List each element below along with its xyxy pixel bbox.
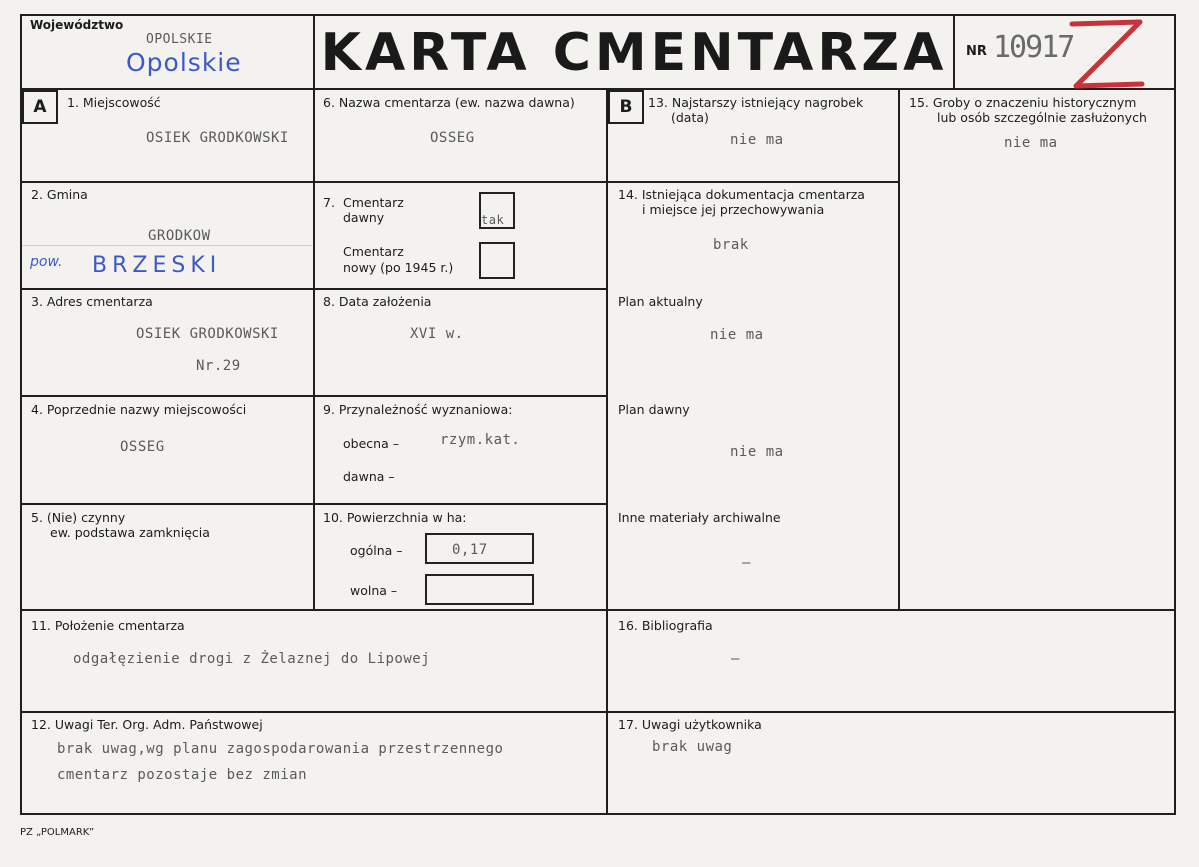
field-2-label: 2. Gmina	[31, 187, 88, 202]
field-13-label-line1: 13. Najstarszy istniejący nagrobek	[648, 95, 864, 110]
field-13-label-line2: (data)	[671, 110, 709, 125]
field-5-label-line1: 5. (Nie) czynny	[31, 510, 126, 525]
field-1-value: OSIEK GRODKOWSKI	[146, 130, 289, 146]
field-3-label: 3. Adres cmentarza	[31, 294, 153, 309]
field-12-label: 12. Uwagi Ter. Org. Adm. Państwowej	[31, 717, 263, 732]
frame-bottom	[20, 813, 1176, 815]
col-sep-mid	[606, 88, 608, 815]
field-10-label: 10. Powierzchnia w ha:	[323, 510, 467, 525]
cmentarz-dawny-line2: dawny	[343, 210, 385, 225]
wojewodztwo-stamp: Opolskie	[126, 48, 242, 77]
powiat-prefix: pow.	[30, 254, 63, 270]
field-17-label: 17. Uwagi użytkownika	[618, 717, 762, 732]
field-6-label: 6. Nazwa cmentarza (ew. nazwa dawna)	[323, 95, 575, 110]
field-11-label: 11. Położenie cmentarza	[31, 618, 185, 633]
inne-materialy-label: Inne materiały archiwalne	[618, 510, 781, 525]
field-7-number: 7.	[323, 195, 335, 210]
wolna-box[interactable]	[425, 574, 534, 605]
row-line-6	[20, 711, 1176, 713]
field-15-value: nie ma	[1004, 135, 1058, 151]
row-line-2	[20, 288, 608, 290]
plan-aktualny-value: nie ma	[710, 327, 764, 343]
category-z-mark	[1066, 16, 1146, 92]
field-14-label-line2: i miejsce jej przechowywania	[642, 202, 825, 217]
field-11-value: odgałęzienie drogi z Żelaznej do Lipowej	[73, 651, 431, 667]
field-16-value: –	[731, 651, 740, 667]
plan-dawny-value: nie ma	[730, 444, 784, 460]
powiat-value: BRZESKI	[92, 253, 222, 278]
frame-top	[20, 14, 1176, 16]
field-15-label-line2: lub osób szczególnie zasłużonych	[937, 110, 1147, 125]
field-14-value: brak	[713, 237, 749, 253]
field-8-label: 8. Data założenia	[323, 294, 432, 309]
section-a-marker: A	[22, 90, 58, 124]
row-line-4	[20, 503, 608, 505]
gmina-divider	[22, 245, 312, 246]
field-12-value-line1: brak uwag,wg planu zagospodarowania przestrzennego	[57, 741, 504, 757]
wolna-label: wolna –	[350, 583, 398, 598]
dawna-label: dawna –	[343, 469, 395, 484]
header-sep-1	[313, 14, 315, 90]
frame-left	[20, 14, 22, 815]
field-12-value-line2: cmentarz pozostaje bez zmian	[57, 767, 308, 783]
field-6-value: OSSEG	[430, 130, 475, 146]
field-3-value-line1: OSIEK GRODKOWSKI	[136, 326, 279, 342]
cmentarz-nowy-line1: Cmentarz	[343, 244, 404, 259]
card-title: KARTA CMENTARZA	[320, 23, 948, 83]
header-divider	[20, 88, 1176, 90]
cmentarz-nowy-line2: nowy (po 1945 r.)	[343, 260, 454, 275]
field-4-label: 4. Poprzednie nazwy miejscowości	[31, 402, 247, 417]
field-15-label-line1: 15. Groby o znaczeniu historycznym	[909, 95, 1137, 110]
wojewodztwo-label: Województwo	[30, 18, 124, 32]
field-1-label: 1. Miejscowość	[67, 95, 161, 110]
field-17-value: brak uwag	[652, 739, 733, 755]
header-sep-2	[953, 14, 955, 90]
nowy-checkbox[interactable]	[479, 242, 515, 279]
plan-aktualny-label: Plan aktualny	[618, 294, 703, 309]
field-9-label: 9. Przynależność wyznaniowa:	[323, 402, 513, 417]
field-8-value: XVI w.	[410, 326, 464, 342]
row-line-5	[20, 609, 1176, 611]
field-16-label: 16. Bibliografia	[618, 618, 713, 633]
ogolna-label: ogólna –	[350, 543, 403, 558]
field-13-value: nie ma	[730, 132, 784, 148]
field-5-label-line2: ew. podstawa zamknięcia	[50, 525, 210, 540]
obecna-label: obecna –	[343, 436, 399, 451]
printer-imprint: PZ „POLMARK”	[20, 827, 95, 838]
field-2-value: GRODKOW	[148, 228, 211, 244]
nr-label: NR	[966, 44, 987, 59]
plan-dawny-label: Plan dawny	[618, 402, 690, 417]
inne-materialy-value: –	[742, 555, 751, 571]
section-b-marker: B	[608, 90, 644, 124]
frame-right	[1174, 14, 1176, 815]
row-line-3	[20, 395, 608, 397]
col-sep-b	[898, 88, 900, 610]
ogolna-value: 0,17	[452, 542, 488, 558]
wojewodztwo-typed: OPOLSKIE	[146, 32, 213, 47]
row-line-1	[20, 181, 900, 183]
dawny-value: tak	[481, 213, 505, 227]
field-4-value: OSSEG	[120, 439, 165, 455]
obecna-value: rzym.kat.	[440, 432, 521, 448]
cmentarz-dawny-line1: Cmentarz	[343, 195, 404, 210]
field-3-value-line2: Nr.29	[196, 358, 241, 374]
field-14-label-line1: 14. Istniejąca dokumentacja cmentarza	[618, 187, 865, 202]
nr-value: 10917	[993, 30, 1074, 65]
col-sep-a	[313, 88, 315, 610]
